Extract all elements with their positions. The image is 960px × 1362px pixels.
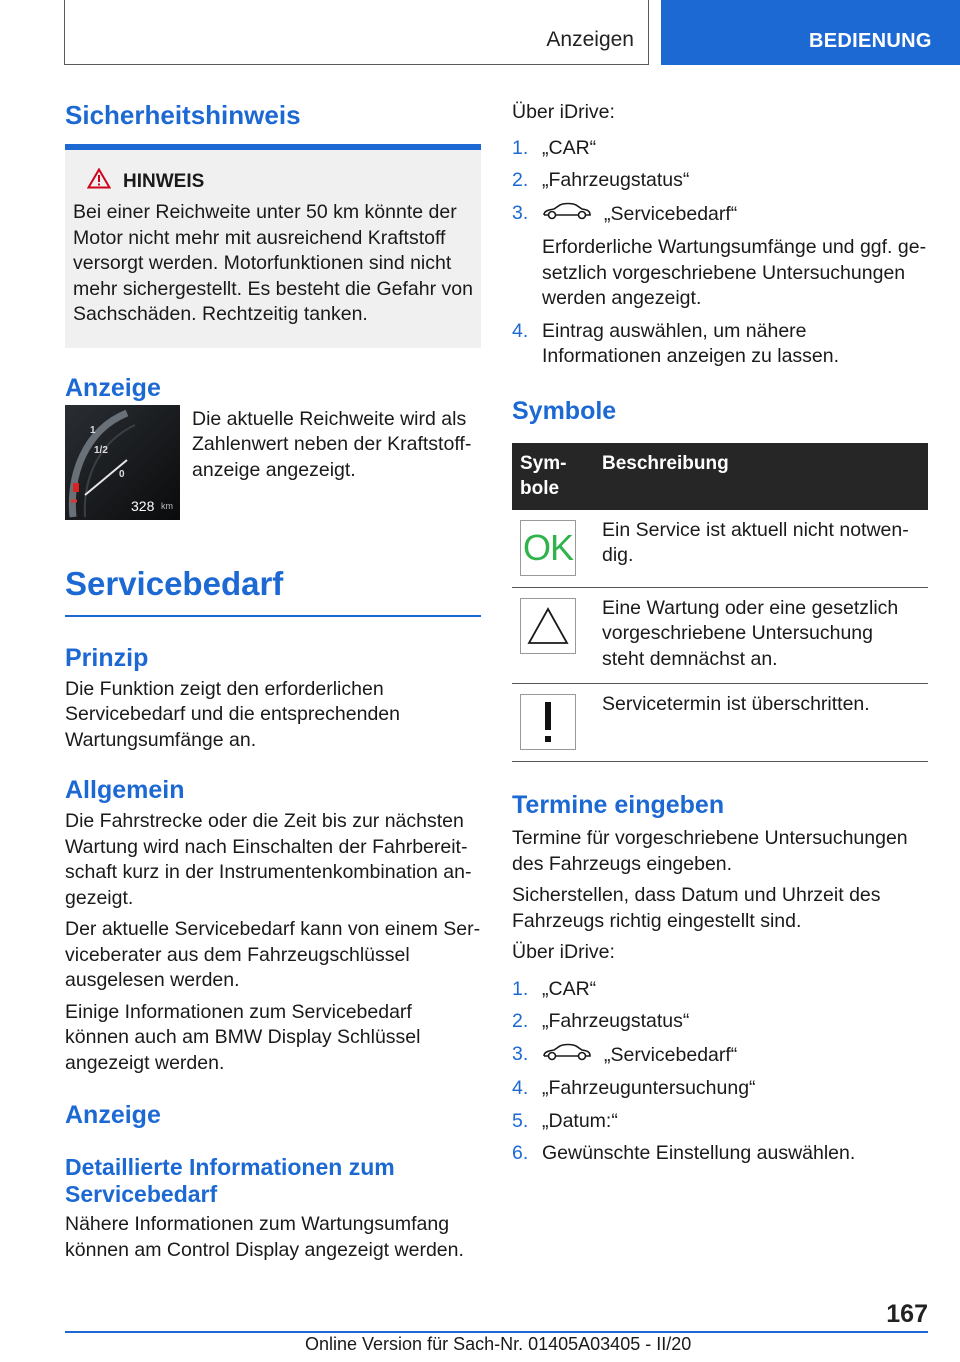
table-header-row	[512, 443, 928, 510]
step-number: 1.	[512, 977, 529, 1000]
allgemein-heading: Allgemein	[65, 776, 185, 804]
fuel-reserve-icon	[73, 483, 79, 492]
idrive-intro: Über iDrive:	[512, 101, 615, 123]
step-number: 5.	[512, 1109, 529, 1132]
detail-text: Nähere Informationen zum Wartungsumfang können am Control Display angezeigt werden.	[65, 1213, 464, 1261]
step-note: Erforderliche Wartungsumfänge und ggf. gesetzlich vorgeschriebene Untersuchungen werden angezeigt.	[542, 236, 927, 309]
car-service-icon	[542, 1042, 592, 1070]
anzeige-text: Die aktuelle Reichweite wird als Zahlenwert neben der Kraftstoffanzeige angezeigt.	[192, 407, 472, 481]
gauge-range-unit: km	[161, 500, 173, 511]
allgemein-p1: Die Fahrstrecke oder die Zeit bis zur nächsten Wartung wird nach Einschalten der Fahrbereitschaft kurz in der Instrumentenkombination angezeigt.	[65, 810, 472, 909]
gauge-mark-empty: 0	[119, 468, 125, 480]
step-number: 6.	[512, 1142, 529, 1164]
termine-steps-list	[512, 977, 928, 1167]
step-text: „Servicebedarf“	[604, 1043, 738, 1066]
anzeige-heading: Anzeige	[65, 373, 161, 402]
notice-box	[65, 150, 481, 348]
gauge-mark-full: 1	[90, 424, 96, 436]
step-number: 1.	[512, 136, 529, 159]
header-chapter-label: BEDIENUNG	[809, 30, 932, 52]
table-row	[512, 587, 928, 684]
header-section-label: Anzeigen	[546, 28, 634, 51]
step-item	[512, 319, 928, 370]
allgemein-p2: Der aktuelle Servicebedarf kann von einem Serviceberater aus dem Fahrzeugschlüssel ausgelesen werden.	[65, 918, 481, 991]
allgemein-p3: Einige Informationen zum Servicebedarf können auch am BMW Display Schlüssel angezeigt werden.	[65, 1000, 421, 1074]
table-row	[512, 510, 928, 588]
servicebedarf-rule	[65, 615, 481, 617]
servicebedarf-heading: Servicebedarf	[65, 564, 284, 602]
footer-online-version: Online Version für Sach-Nr. 01405A03405 - II/20	[305, 1334, 692, 1354]
termine-heading: Termine eingeben	[512, 791, 725, 819]
step-item	[512, 1009, 928, 1035]
step-item	[512, 1141, 928, 1167]
notice-header	[73, 168, 473, 195]
step-text: „CAR“	[542, 136, 597, 159]
idrive-steps-list	[512, 136, 928, 370]
warning-triangle-icon	[520, 598, 576, 654]
footer-rule	[65, 1331, 928, 1333]
step-number: 3.	[512, 201, 529, 224]
anzeige-block	[65, 405, 481, 520]
table-header-symbols: Symbole	[512, 443, 594, 510]
step-item	[512, 1109, 928, 1135]
step-text: Eintrag auswählen, um nähere Informationen anzeigen zu lassen.	[542, 319, 840, 367]
car-service-icon	[542, 201, 592, 229]
anzeige2-heading: Anzeige	[65, 1101, 161, 1129]
table-cell-description: Ein Service ist aktuell nicht notwendig.	[594, 510, 928, 588]
table-row	[512, 684, 928, 762]
right-column	[512, 100, 928, 1174]
warning-triangle-icon	[87, 168, 111, 195]
step-number: 2.	[512, 1010, 529, 1032]
left-column	[65, 100, 481, 1263]
step-text: „Servicebedarf“	[604, 202, 738, 225]
step-item	[512, 1042, 928, 1070]
fuel-gauge-image	[65, 405, 180, 520]
table-header-description: Beschreibung	[594, 443, 928, 510]
detail-heading: Detaillierte Informationen zum Servicebedarf	[65, 1154, 395, 1207]
ok-text: OK	[522, 526, 573, 568]
step-number: 3.	[512, 1042, 529, 1065]
header-chapter-tab	[661, 0, 960, 65]
gauge-range-value: 328	[131, 497, 155, 514]
ok-icon	[520, 520, 576, 576]
step-item	[512, 136, 928, 162]
step-text: „Fahrzeuguntersuchung“	[542, 1077, 756, 1099]
step-number: 4.	[512, 319, 529, 342]
symbol-table	[512, 443, 928, 763]
step-number: 2.	[512, 169, 529, 191]
notice-label: HINWEIS	[123, 170, 205, 192]
step-text: „Fahrzeugstatus“	[542, 1010, 690, 1032]
idrive-intro-2: Über iDrive:	[512, 941, 615, 963]
termine-p1: Termine für vorgeschriebene Untersuchungen des Fahrzeugs eingeben.	[512, 827, 908, 875]
step-text: „Fahrzeugstatus“	[542, 169, 690, 191]
step-text: „Datum:“	[542, 1109, 618, 1132]
step-number: 4.	[512, 1077, 529, 1099]
notice-text: Bei einer Reichweite unter 50 km könnte der Motor nicht mehr mit ausreichend Kraftstoff versorgt werden. Motorfunktionen sind nicht mehr sichergestellt. Es besteht die Gefahr von Sachschäden. Rechtzeitig tanken.	[73, 201, 473, 325]
prinzip-heading: Prinzip	[65, 643, 149, 672]
table-cell-description: Servicetermin ist überschritten.	[594, 684, 928, 762]
gauge-mark-half: 1/2	[94, 444, 108, 456]
safety-heading: Sicherheitshinweis	[65, 100, 301, 130]
table-cell-description: Eine Wartung oder eine gesetzlich vorgeschriebene Untersuchung steht demnächst an.	[594, 587, 928, 684]
header-section-box	[64, 0, 649, 65]
symbole-heading: Symbole	[512, 396, 617, 425]
page-number: 167	[886, 1300, 928, 1328]
step-item	[512, 201, 928, 312]
termine-p2: Sicherstellen, dass Datum und Uhrzeit des Fahrzeugs richtig eingestellt sind.	[512, 884, 881, 932]
step-text: „CAR“	[542, 977, 597, 1000]
exclamation-icon	[520, 694, 576, 750]
step-text: Gewünschte Einstellung auswählen.	[542, 1142, 856, 1164]
step-item	[512, 1076, 928, 1102]
step-item	[512, 168, 928, 194]
prinzip-text: Die Funktion zeigt den erforderlichen Servicebedarf und die entsprechenden Wartungsumfänge an.	[65, 677, 400, 751]
step-item	[512, 977, 928, 1003]
